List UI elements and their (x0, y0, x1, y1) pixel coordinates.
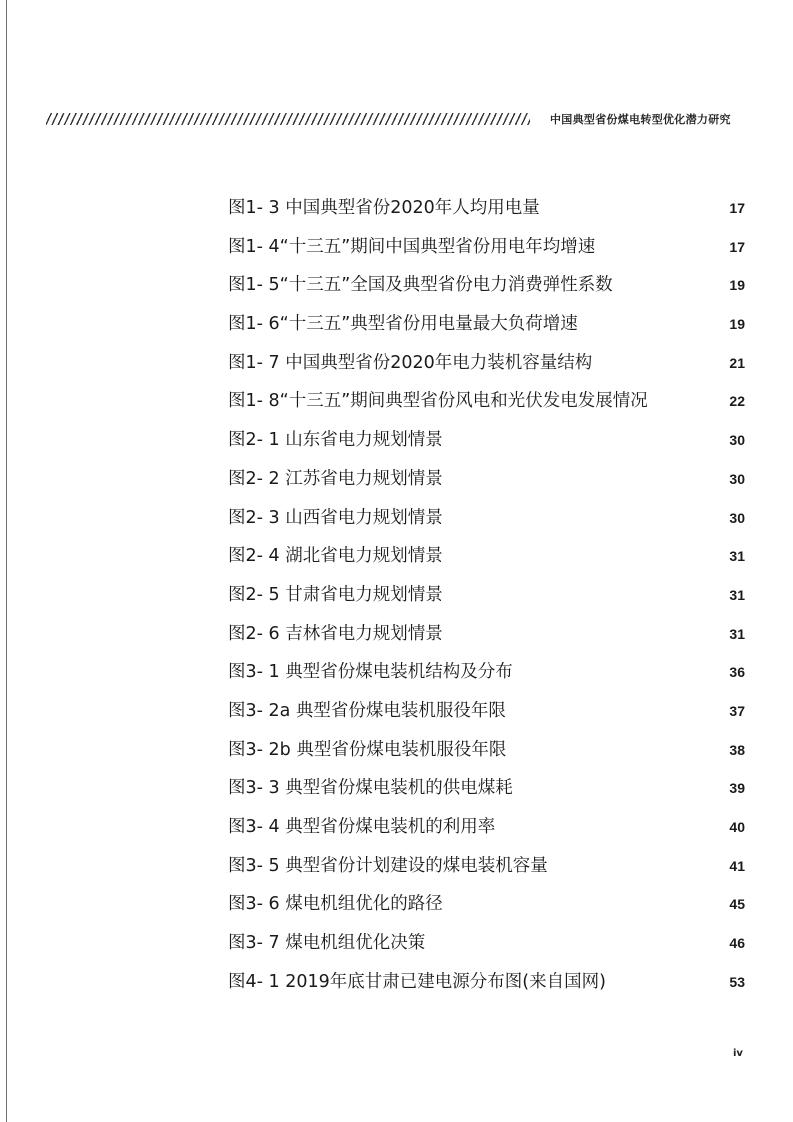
toc-entry[interactable] (228, 733, 745, 772)
toc-entry-page: 40 (729, 819, 745, 835)
toc-entry[interactable] (228, 810, 745, 849)
toc-entry-page: 19 (729, 277, 745, 294)
toc-entry-page: 19 (729, 316, 745, 333)
toc-entry[interactable] (228, 694, 745, 733)
toc-entry-label: 图1- 7 中国典型省份2020年电力装机容量结构 (228, 352, 593, 373)
toc-entry-page: 41 (729, 857, 745, 874)
toc-entry-page: 46 (729, 935, 745, 952)
left-margin-rule (6, 0, 7, 1122)
toc-entry-label: 图3- 6 煤电机组优化的路径 (228, 894, 443, 915)
page-number: iv (733, 1048, 743, 1059)
toc-entry-label: 图1- 8“十三五”期间典型省份风电和光伏发电发展情况 (228, 391, 648, 412)
toc-entry-label: 图3- 5 典型省份计划建设的煤电装机容量 (228, 855, 548, 876)
toc-entry-label: 图2- 1 山东省电力规划情景 (228, 430, 443, 451)
toc-entry-label: 图4- 1 2019年底甘肃已建电源分布图(来自国网) (228, 971, 606, 992)
toc-entry[interactable] (228, 501, 745, 540)
toc-entry-page: 31 (729, 586, 745, 603)
toc-entry-label: 图1- 6“十三五”典型省份用电量最大负荷增速 (228, 314, 578, 335)
toc-entry[interactable] (228, 887, 745, 926)
toc-entry-page: 31 (729, 625, 745, 642)
toc-entry-page: 30 (729, 470, 745, 487)
toc-entry-page: 17 (729, 238, 745, 255)
toc-entry-page: 17 (729, 200, 745, 216)
toc-entry-label: 图2- 4 湖北省电力规划情景 (228, 546, 443, 567)
toc-entry-label: 图3- 1 典型省份煤电装机结构及分布 (228, 662, 513, 683)
toc-entry[interactable] (228, 230, 745, 269)
toc-entry-page: 31 (729, 548, 745, 565)
toc-entry[interactable] (228, 617, 745, 656)
toc-entry[interactable] (228, 578, 745, 617)
toc-entry[interactable] (228, 423, 745, 462)
toc-entry-page: 37 (729, 702, 745, 719)
toc-entry[interactable] (228, 965, 745, 1004)
toc-entry-label: 图1- 5“十三五”全国及典型省份电力消费弹性系数 (228, 275, 613, 296)
toc-entry-page: 38 (729, 741, 745, 758)
toc-entry-label: 图3- 3 典型省份煤电装机的供电煤耗 (228, 778, 513, 799)
toc-entry[interactable] (228, 655, 745, 694)
toc-entry-label: 图2- 3 山西省电力规划情景 (228, 507, 443, 528)
toc-entry[interactable] (228, 346, 745, 385)
toc-entry[interactable] (228, 539, 745, 578)
toc-entry-label: 图3- 2b 典型省份煤电装机服役年限 (228, 739, 507, 760)
toc-entry[interactable] (228, 384, 745, 423)
toc-entry-page: 30 (729, 432, 745, 449)
toc-entry-page: 22 (729, 393, 745, 410)
toc-entry-label: 图2- 5 甘肃省电力规划情景 (228, 584, 443, 605)
toc-entry-page: 30 (729, 509, 745, 526)
running-header-title: 中国典型省份煤电转型优化潜力研究 (550, 113, 731, 126)
toc-entry-page: 21 (729, 354, 745, 371)
toc-entry-label: 图2- 2 江苏省电力规划情景 (228, 468, 443, 489)
toc-entry-label: 图1- 4“十三五”期间中国典型省份用电年均增速 (228, 236, 596, 257)
toc-entry[interactable] (228, 462, 745, 501)
toc-entry-page: 53 (729, 973, 745, 990)
toc-entry-label: 图2- 6 吉林省电力规划情景 (228, 623, 443, 644)
header-hatch-decoration (46, 113, 530, 125)
toc-entry[interactable] (228, 849, 745, 888)
toc-entry-label: 图3- 4 典型省份煤电装机的利用率 (228, 817, 496, 837)
toc-entry-page: 36 (729, 664, 745, 681)
toc-entry-label: 图3- 7 煤电机组优化决策 (228, 933, 426, 954)
toc-entry[interactable] (228, 191, 745, 230)
figure-list (228, 191, 745, 1003)
toc-entry[interactable] (228, 307, 745, 346)
toc-entry-page: 39 (729, 780, 745, 797)
toc-entry[interactable] (228, 926, 745, 965)
toc-entry[interactable] (228, 771, 745, 810)
toc-entry-label: 图3- 2a 典型省份煤电装机服役年限 (228, 700, 506, 721)
toc-entry-page: 45 (729, 896, 745, 913)
toc-entry-label: 图1- 3 中国典型省份2020年人均用电量 (228, 198, 540, 218)
toc-entry[interactable] (228, 268, 745, 307)
